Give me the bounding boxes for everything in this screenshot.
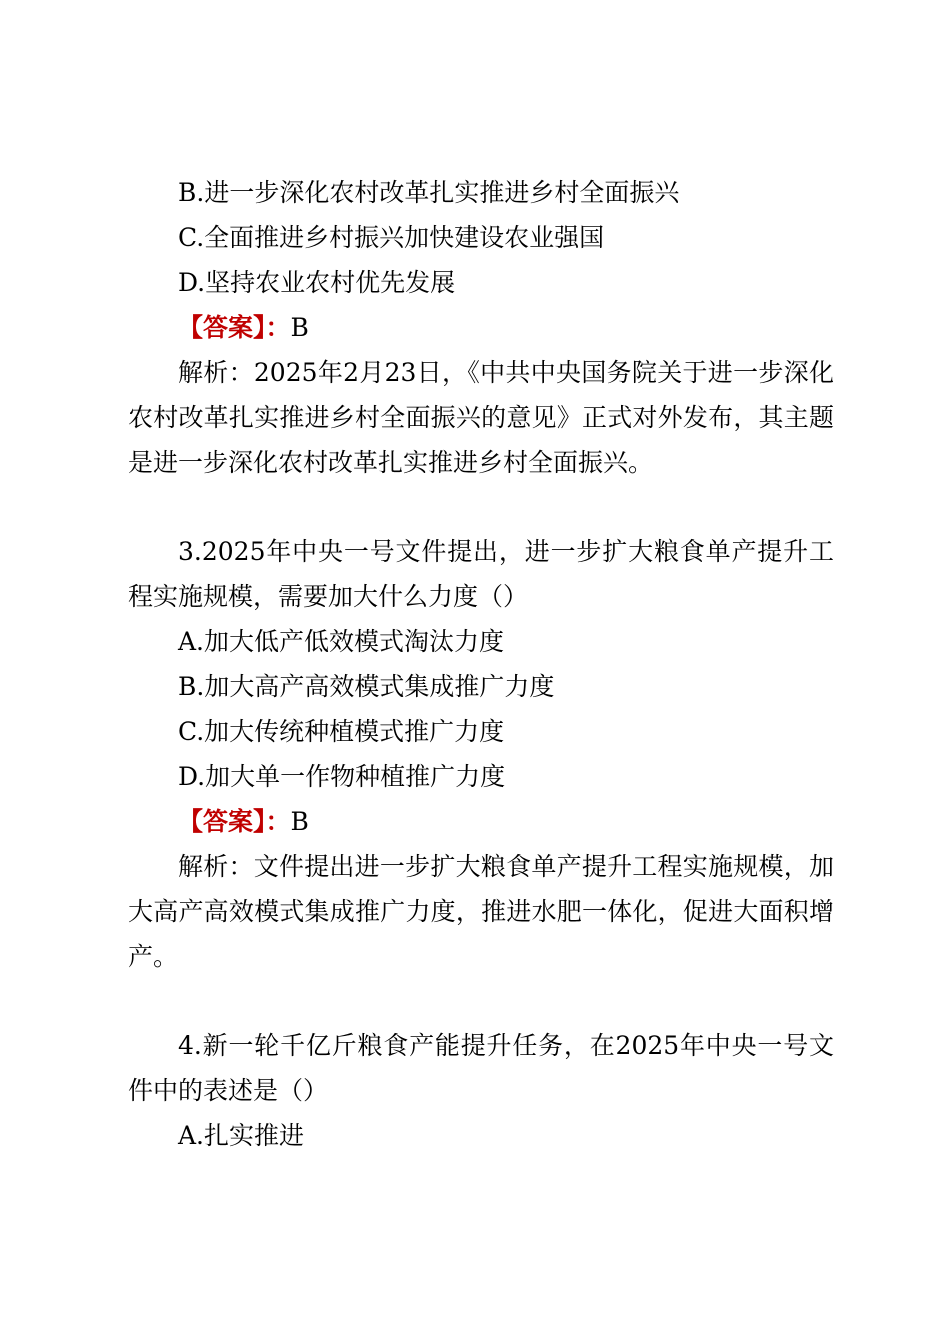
q2-answer-value: B bbox=[290, 313, 309, 342]
q3-answer bbox=[128, 799, 834, 844]
q3-analysis: 解析：文件提出进一步扩大粮食单产提升工程实施规模，加大高产高效模式集成推广力度，推进水肥一体化，促进大面积增产。 bbox=[128, 852, 834, 971]
spacer bbox=[128, 979, 834, 1023]
q3-answer-value: B bbox=[290, 807, 309, 836]
spacer bbox=[128, 485, 834, 529]
q4-question: 4.新一轮千亿斤粮食产能提升任务，在2025年中央一号文件中的表述是（） bbox=[128, 1031, 834, 1105]
q3-answer-tag: 【答案】： bbox=[178, 807, 291, 836]
q2-option-d: D.坚持农业农村优先发展 bbox=[178, 268, 456, 297]
q3-question: 3.2025年中央一号文件提出，进一步扩大粮食单产提升工程实施规模，需要加大什么力度（） bbox=[128, 537, 834, 611]
q2-answer-tag: 【答案】： bbox=[178, 313, 291, 342]
document-page bbox=[128, 170, 834, 1158]
q2-option-b: B.进一步深化农村改革扎实推进乡村全面振兴 bbox=[178, 178, 680, 207]
q3-option-d: D.加大单一作物种植推广力度 bbox=[178, 762, 506, 791]
q2-answer bbox=[128, 305, 834, 350]
q3-option-b: B.加大高产高效模式集成推广力度 bbox=[178, 672, 555, 701]
q3-option-c: C.加大传统种植模式推广力度 bbox=[178, 717, 505, 746]
q3-option-a: A.加大低产低效模式淘汰力度 bbox=[178, 627, 505, 656]
q4-option-a: A.扎实推进 bbox=[178, 1121, 305, 1150]
q2-option-c: C.全面推进乡村振兴加快建设农业强国 bbox=[178, 223, 605, 252]
q2-analysis: 解析：2025年2月23日，《中共中央国务院关于进一步深化农村改革扎实推进乡村全面振兴的意见》正式对外发布，其主题是进一步深化农村改革扎实推进乡村全面振兴。 bbox=[128, 358, 834, 477]
